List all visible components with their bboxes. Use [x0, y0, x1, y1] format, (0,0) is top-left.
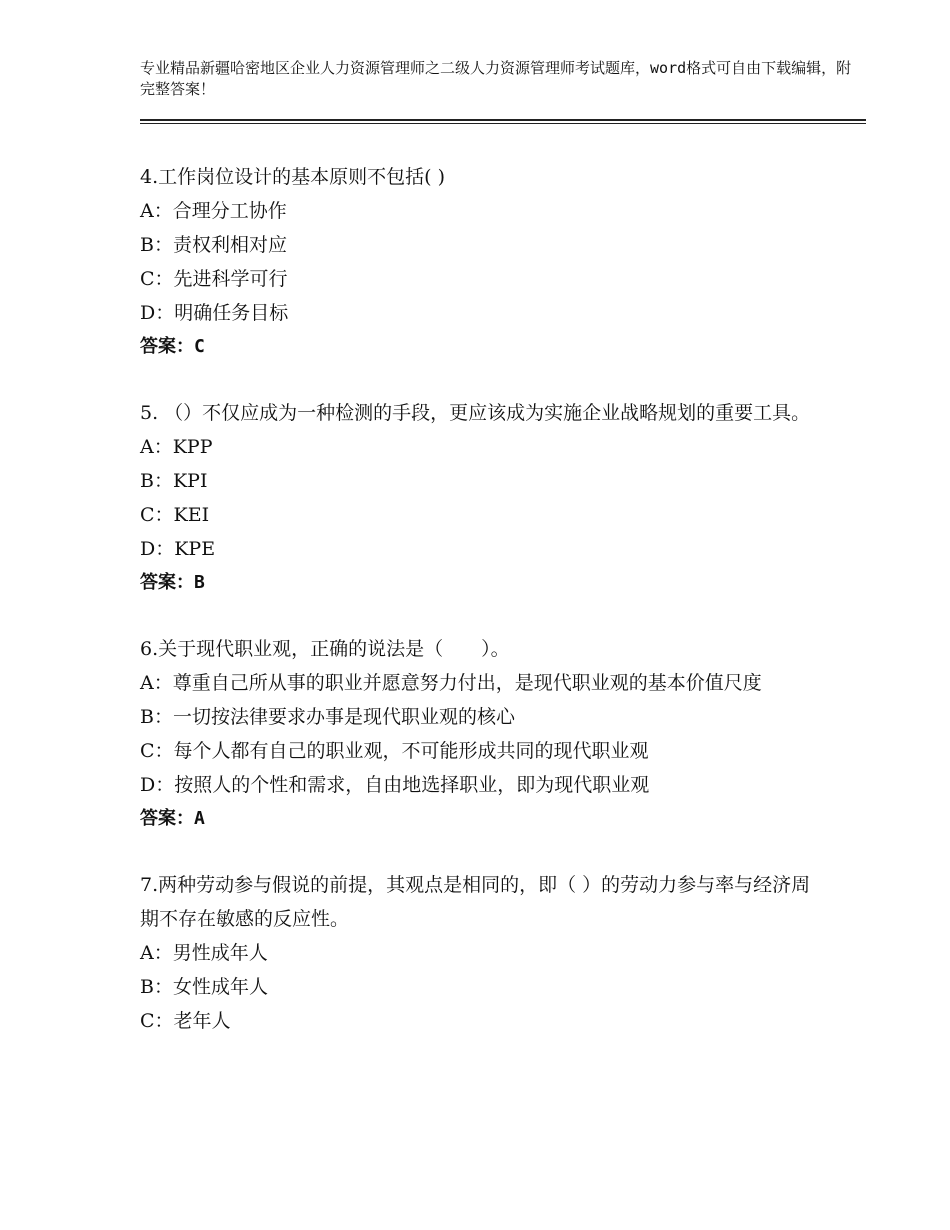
- option-c: C：每个人都有自己的职业观，不可能形成共同的现代职业观: [140, 740, 649, 762]
- option-a: A：KPP: [140, 436, 213, 458]
- question-stem: 7.两种劳动参与假说的前提，其观点是相同的，即（ ）的劳动力参与率与经济周期不存在敏感的反应性。: [140, 874, 811, 930]
- question-7: [140, 868, 820, 1038]
- question-4: [140, 160, 820, 364]
- header-divider-thin: [140, 123, 866, 124]
- option-c: C：老年人: [140, 1010, 231, 1032]
- question-stem: 6.关于现代职业观，正确的说法是（ ）。: [140, 638, 510, 660]
- answer-line: 答案：B: [140, 572, 205, 593]
- option-b: B：女性成年人: [140, 976, 268, 998]
- answer-line: 答案：C: [140, 336, 205, 357]
- header-divider-thick: [140, 119, 866, 121]
- question-5: [140, 396, 820, 600]
- question-6: [140, 632, 820, 836]
- question-stem: 4.工作岗位设计的基本原则不包括( ): [140, 166, 445, 188]
- option-a: A：男性成年人: [140, 942, 268, 964]
- option-b: B：KPI: [140, 470, 208, 492]
- option-d: D：KPE: [140, 538, 216, 560]
- document-header: 专业精品新疆哈密地区企业人力资源管理师之二级人力资源管理师考试题库，word格式可自由下载编辑，附完整答案！: [140, 59, 852, 98]
- option-b: B：一切按法律要求办事是现代职业观的核心: [140, 706, 515, 728]
- option-d: D：明确任务目标: [140, 302, 289, 324]
- question-list: [140, 160, 820, 1070]
- option-c: C：KEI: [140, 504, 210, 526]
- option-a: A：合理分工协作: [140, 200, 287, 222]
- answer-line: 答案：A: [140, 808, 205, 829]
- option-d: D：按照人的个性和需求，自由地选择职业，即为现代职业观: [140, 774, 650, 796]
- question-stem: 5. （）不仅应成为一种检测的手段，更应该成为实施企业战略规划的重要工具。: [140, 402, 811, 424]
- option-c: C：先进科学可行: [140, 268, 288, 290]
- option-b: B：责权利相对应: [140, 234, 287, 256]
- option-a: A：尊重自己所从事的职业并愿意努力付出，是现代职业观的基本价值尺度: [140, 672, 762, 694]
